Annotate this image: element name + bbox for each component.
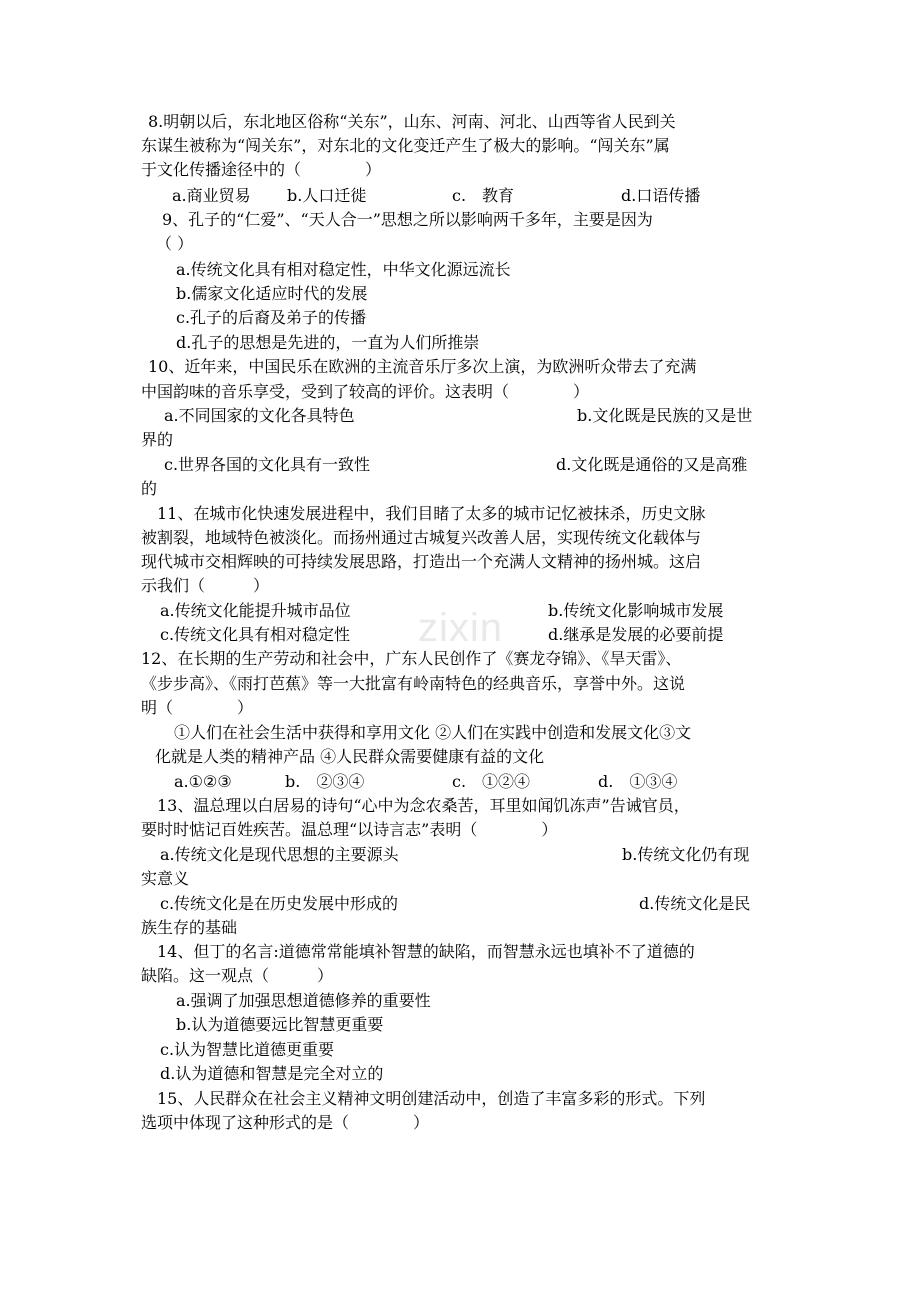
q10-option-d: d.文化既是通俗的又是高雅 [556, 455, 748, 474]
q12-stem-line-1: 12、在长期的生产劳动和社会中，广东人民创作了《赛龙夺锦》、《旱天雷》、 [141, 649, 682, 668]
q9-option-a: a.传统文化具有相对稳定性，中华文化源远流长 [176, 260, 511, 279]
q11-option-b: b.传统文化影响城市发展 [548, 601, 724, 620]
q8-option-d: d.口语传播 [621, 186, 701, 205]
q9-option-c: c.孔子的后裔及弟子的传播 [176, 308, 367, 327]
q15-stem-line-1: 15、人民群众在社会主义精神文明创建活动中，创造了丰富多彩的形式。下列 [157, 1089, 706, 1108]
q14-stem-line-2: 缺陷。这一观点（ ） [141, 966, 334, 985]
q8-option-b: b.人口迁徙 [287, 186, 367, 205]
q14-option-b: b.认为道德要远比智慧更重要 [176, 1015, 384, 1034]
q10-option-c: c.世界各国的文化具有一致性 [164, 455, 371, 474]
q11-stem-line-4: 示我们（ ） [141, 576, 270, 595]
watermark: zixin [418, 606, 504, 650]
q11-option-a: a.传统文化能提升城市品位 [160, 601, 351, 620]
q13-option-d: d.传统文化是民 [639, 894, 751, 913]
q12-option-d: d. ①③④ [598, 772, 678, 791]
q11-stem-line-1: 11、在城市化快速发展进程中，我们目睹了太多的城市记忆被抹杀，历史文脉 [157, 504, 706, 523]
q12-option-c: c. ①②④ [452, 772, 531, 791]
q8-stem-line-1: 8.明朝以后，东北地区俗称“关东”，山东、河南、河北、山西等省人民到关 [148, 112, 676, 131]
q10-option-b: b.文化既是民族的又是世 [577, 406, 753, 425]
q12-stem-line-3: 明（ ） [141, 698, 254, 717]
q12-statements-line-1: ①人们在社会生活中获得和享用文化 ②人们在实践中创造和发展文化③文 [174, 723, 692, 742]
q14-option-c: c.认为智慧比道德更重要 [160, 1040, 335, 1059]
q11-option-d: d.继承是发展的必要前提 [548, 625, 724, 644]
q8-stem-line-2: 东谋生被称为“闯关东”，对东北的文化变迁产生了极大的影响。“闯关东”属 [141, 136, 670, 155]
q8-option-c: c. 教育 [452, 186, 515, 205]
q13-option-d-wrap: 族生存的基础 [141, 918, 238, 937]
q10-stem-line-1: 10、近年来，中国民乐在欧洲的主流音乐厅多次上演，为欧洲听众带去了充满 [148, 357, 697, 376]
q11-stem-line-3: 现代城市交相辉映的可持续发展思路，打造出一个充满人文精神的扬州城。这启 [141, 552, 702, 571]
q9-option-d: d.孔子的思想是先进的，一直为人们所推崇 [176, 333, 480, 352]
q13-option-b-wrap: 实意义 [141, 869, 190, 888]
q11-stem-line-2: 被割裂，地域特色被淡化。而扬州通过古城复兴改善人居，实现传统文化载体与 [141, 528, 702, 547]
q13-option-c: c.传统文化是在历史发展中形成的 [160, 894, 399, 913]
q14-option-a: a.强调了加强思想道德修养的重要性 [176, 991, 431, 1010]
q9-option-b: b.儒家文化适应时代的发展 [176, 284, 368, 303]
q14-stem-line-1: 14、但丁的名言:道德常常能填补智慧的缺陷，而智慧永远也填补不了道德的 [157, 942, 695, 961]
q14-option-d: d.认为道德和智慧是完全对立的 [160, 1064, 384, 1083]
q10-option-d-wrap: 的 [141, 479, 158, 498]
q12-option-b: b. ②③④ [285, 772, 365, 791]
q8-option-a: a.商业贸易 [172, 186, 251, 205]
q13-stem-line-2: 要时时惦记百姓疾苦。温总理“以诗言志”表明（ ） [141, 820, 558, 839]
q12-statements-line-2: 化就是人类的精神产品 ④人民群众需要健康有益的文化 [155, 747, 545, 766]
q9-stem-line-2: （ ） [156, 234, 194, 253]
q8-stem-line-3: 于文化传播途径中的（ ） [141, 160, 382, 179]
q9-stem-line-1: 9、孔子的“仁爱”、“天人合一”思想之所以影响两千多年，主要是因为 [162, 210, 653, 229]
q12-stem-line-2: 《步步高》、《雨打芭蕉》等一大批富有岭南特色的经典音乐，享誉中外。这说 [141, 674, 686, 693]
q11-option-c: c.传统文化具有相对稳定性 [160, 625, 351, 644]
q10-stem-line-2: 中国韵味的音乐享受，受到了较高的评价。这表明（ ） [141, 382, 590, 401]
q10-option-a: a.不同国家的文化各具特色 [164, 406, 355, 425]
q10-option-b-wrap: 界的 [141, 430, 174, 449]
q15-stem-line-2: 选项中体现了这种形式的是（ ） [141, 1113, 430, 1132]
q13-stem-line-1: 13、温总理以白居易的诗句“心中为念农桑苦，耳里如闻饥冻声”告诫官员， [157, 796, 690, 815]
q13-option-b: b.传统文化仍有现 [622, 845, 750, 864]
q12-option-a: a.①②③ [174, 772, 232, 791]
q13-option-a: a.传统文化是现代思想的主要源头 [160, 845, 399, 864]
